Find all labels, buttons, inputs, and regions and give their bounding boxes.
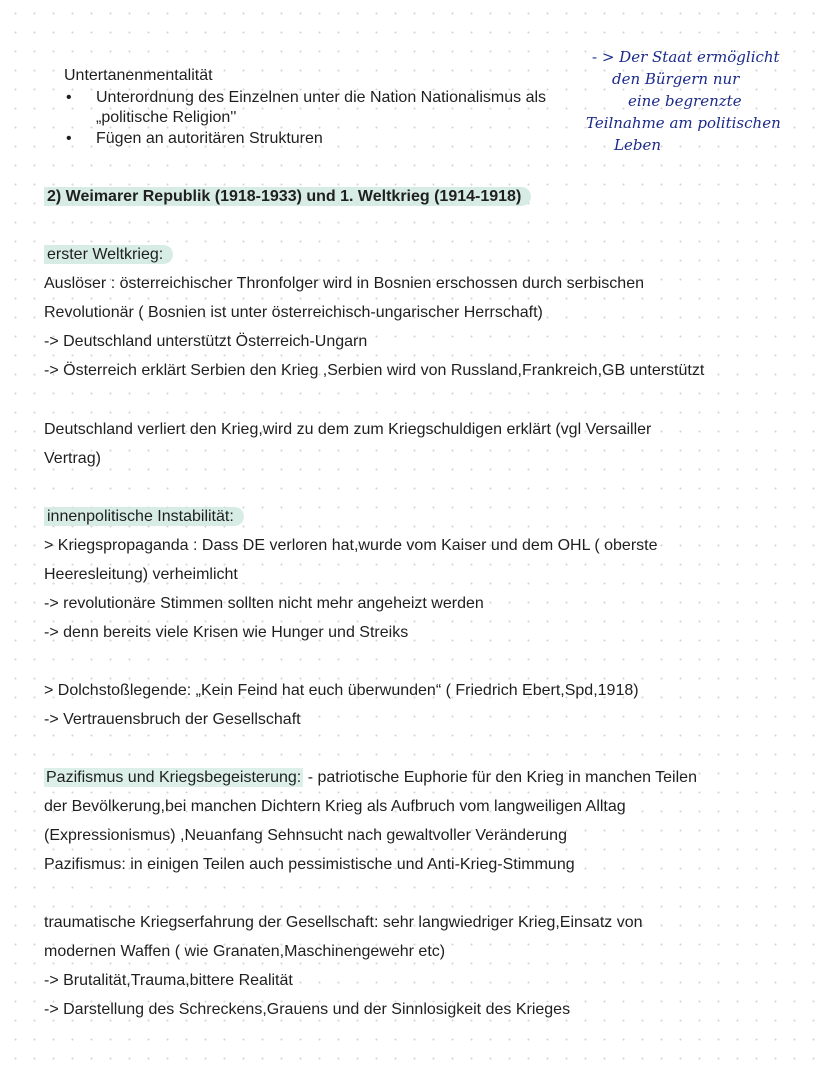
handwritten-line: den Bürgern nur <box>612 70 740 88</box>
section-title-text: 2) Weimarer Republik (1918-1933) und 1. Weltkrieg (1914-1918) <box>44 187 531 206</box>
pazifismus-first-line <box>44 768 697 788</box>
handwritten-line: Teilnahme am politischen <box>586 114 781 132</box>
text-line: traumatische Kriegserfahrung der Gesellschaft: sehr langwiedriger Krieg,Einsatz von <box>44 914 643 931</box>
text-line: -> Darstellung des Schreckens,Grauens und der Sinnlosigkeit des Krieges <box>44 1001 571 1018</box>
text-line: (Expressionismus) ,Neuanfang Sehnsucht nach gewaltvoller Veränderung <box>44 827 567 844</box>
text-line: Auslöser : österreichischer Thronfolger wird in Bosnien erschossen durch serbischen <box>44 275 644 292</box>
intro-bullet-continuation: „politische Religion'' <box>96 109 237 126</box>
instabilitaet-label-text: innenpolitische Instabilität: <box>44 507 244 526</box>
text-line: Deutschland verliert den Krieg,wird zu dem zum Kriegschuldigen erklärt (vgl Versailler <box>44 421 652 438</box>
text-line: Revolutionär ( Bosnien ist unter österreichisch-ungarischer Herrschaft) <box>44 304 543 321</box>
text-line: > Kriegspropaganda : Dass DE verloren hat,wurde vom Kaiser und dem OHL ( oberste <box>44 537 658 554</box>
text-line: der Bevölkerung,bei manchen Dichtern Krieg als Aufbruch vom langweiligen Alltag <box>44 798 626 815</box>
bullet-marker: • <box>66 89 72 106</box>
handwritten-line: - > Der Staat ermöglicht <box>592 48 780 66</box>
pazifismus-first-rest: - patriotische Euphorie für den Krieg in manchen Teilen <box>303 769 697 786</box>
text-line: -> Vertrauensbruch der Gesellschaft <box>44 711 301 728</box>
text-line: -> denn bereits viele Krisen wie Hunger und Streiks <box>44 624 409 641</box>
text-line: -> Österreich erklärt Serbien den Krieg ,Serbien wird von Russland,Frankreich,GB unterstützt <box>44 362 705 379</box>
text-line: -> revolutionäre Stimmen sollten nicht mehr angeheizt werden <box>44 595 484 612</box>
intro-heading: Untertanenmentalität <box>64 67 213 84</box>
section-title <box>44 187 531 207</box>
text-line: -> Deutschland unterstützt Österreich-Ungarn <box>44 333 368 350</box>
bullet-marker: • <box>66 130 72 147</box>
text-line: modernen Waffen ( wie Granaten,Maschinengewehr etc) <box>44 943 446 960</box>
intro-bullet: Unterordnung des Einzelnen unter die Nation Nationalismus als <box>96 89 547 106</box>
intro-bullet: Fügen an autoritären Strukturen <box>96 130 323 147</box>
pazifismus-label: Pazifismus und Kriegsbegeisterung: <box>46 769 302 786</box>
text-line: Pazifismus: in einigen Teilen auch pessimistische und Anti-Krieg-Stimmung <box>44 856 575 873</box>
handwritten-line: Leben <box>614 136 661 154</box>
text-line: > Dolchstoßlegende: „Kein Feind hat euch überwunden“ ( Friedrich Ebert,Spd,1918) <box>44 682 639 699</box>
weltkrieg-label <box>44 245 173 265</box>
weltkrieg-label-text: erster Weltkrieg: <box>44 245 173 264</box>
text-line: Vertrag) <box>44 450 101 467</box>
text-line: -> Brutalität,Trauma,bittere Realität <box>44 972 293 989</box>
instabilitaet-label <box>44 507 244 527</box>
text-line: Heeresleitung) verheimlicht <box>44 566 238 583</box>
handwritten-line: eine begrenzte <box>628 92 742 110</box>
